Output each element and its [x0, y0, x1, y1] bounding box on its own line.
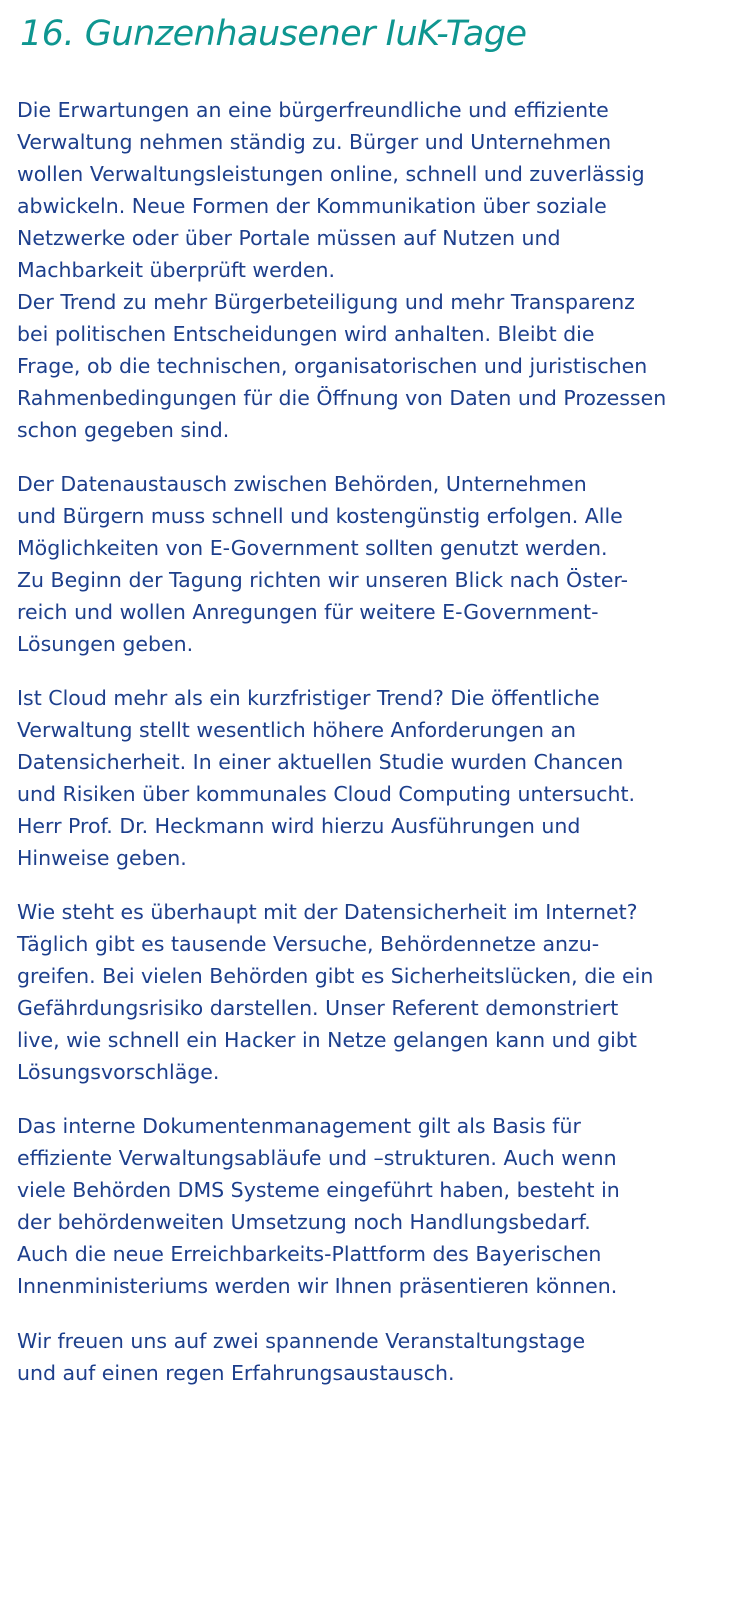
page-title: 16. Gunzenhausener IuK-Tage [20, 14, 527, 54]
text-line: Machbarkeit überprüft werden. [17, 258, 335, 282]
text-line: Täglich gibt es tausende Versuche, Behördennetze anzu- [17, 932, 600, 956]
text-line: Auch die neue Erreichbarkeits-Plattform des Bayerischen [17, 1242, 602, 1266]
text-line: Zu Beginn der Tagung richten wir unseren Blick nach Öster- [17, 568, 628, 592]
text-line: Das interne Dokumentenmanagement gilt als Basis für [17, 1114, 581, 1138]
text-line: Der Trend zu mehr Bürgerbeteiligung und mehr Transparenz [17, 290, 635, 314]
text-line: Wie steht es überhaupt mit der Datensicherheit im Internet? [17, 900, 638, 924]
text-line: greifen. Bei vielen Behörden gibt es Sicherheitslücken, die ein [17, 964, 654, 988]
text-line: abwickeln. Neue Formen der Kommunikation über soziale [17, 194, 607, 218]
text-line: Datensicherheit. In einer aktuellen Studie wurden Chancen [17, 750, 624, 774]
text-line: und Risiken über kommunales Cloud Computing untersucht. [17, 782, 636, 806]
text-line: Frage, ob die technischen, organisatorischen und juristischen [17, 354, 648, 378]
text-line: viele Behörden DMS Systeme eingeführt haben, besteht in [17, 1178, 620, 1202]
text-line: wollen Verwaltungsleistungen online, schnell und zuverlässig [17, 162, 645, 186]
text-line: Verwaltung nehmen ständig zu. Bürger und Unternehmen [17, 130, 612, 154]
text-line: Der Datenaustausch zwischen Behörden, Unternehmen [17, 472, 587, 496]
text-line: effiziente Verwaltungsabläufe und –strukturen. Auch wenn [17, 1146, 617, 1170]
text-line: der behördenweiten Umsetzung noch Handlungsbedarf. [17, 1210, 591, 1234]
text-line: Die Erwartungen an eine bürgerfreundliche und effiziente [17, 98, 609, 122]
text-line: schon gegeben sind. [17, 418, 230, 442]
text-line: Netzwerke oder über Portale müssen auf Nutzen und [17, 226, 561, 250]
text-line: live, wie schnell ein Hacker in Netze gelangen kann und gibt [17, 1028, 637, 1052]
text-line: Hinweise geben. [17, 846, 187, 870]
text-line: Innenministeriums werden wir Ihnen präsentieren können. [17, 1274, 618, 1298]
text-line: Wir freuen uns auf zwei spannende Veranstaltungstage [17, 1329, 586, 1353]
text-line: Verwaltung stellt wesentlich höhere Anforderungen an [17, 718, 577, 742]
text-line: Möglichkeiten von E-Government sollten genutzt werden. [17, 536, 608, 560]
text-line: Rahmenbedingungen für die Öffnung von Daten und Prozessen [17, 386, 667, 410]
text-line: und Bürgern muss schnell und kostengünstig erfolgen. Alle [17, 504, 623, 528]
text-line: Ist Cloud mehr als ein kurzfristiger Trend? Die öffentliche [17, 686, 600, 710]
text-line: reich und wollen Anregungen für weitere E-Government- [17, 600, 599, 624]
text-line: Gefährdungsrisiko darstellen. Unser Referent demonstriert [17, 996, 619, 1020]
text-line: und auf einen regen Erfahrungsaustausch. [17, 1361, 455, 1385]
text-line: Lösungen geben. [17, 632, 194, 656]
text-line: Herr Prof. Dr. Heckmann wird hierzu Ausführungen und [17, 814, 581, 838]
text-line: bei politischen Entscheidungen wird anhalten. Bleibt die [17, 322, 595, 346]
text-line: Lösungsvorschläge. [17, 1060, 220, 1084]
